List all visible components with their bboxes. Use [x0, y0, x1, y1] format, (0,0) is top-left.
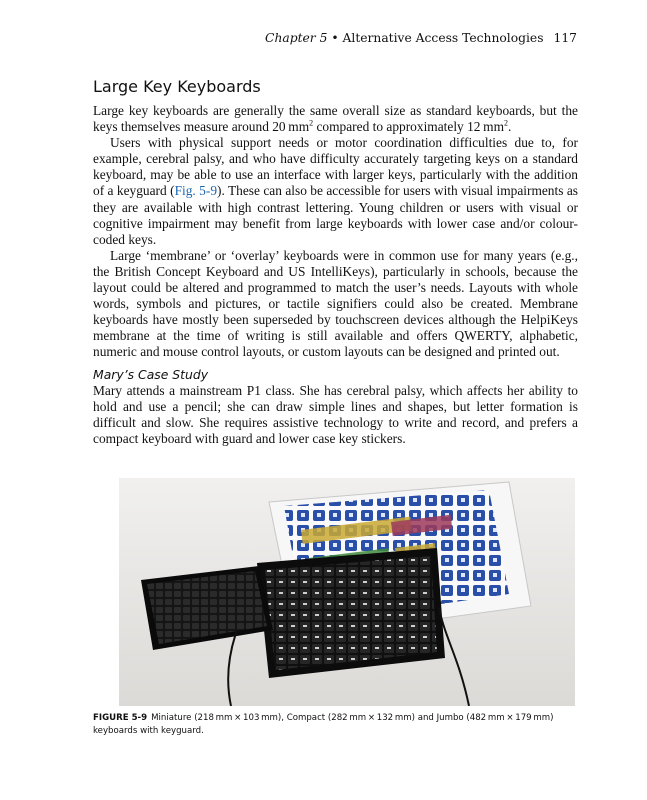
case-study-heading: Mary’s Case Study [93, 367, 209, 382]
paragraph-2-text-b: ). These can also be accessible for users with visual impairments as they are available with high contrast lettering. Young children or users with visual or cognitive impairment may benefit from large keyboards with lower case and/or colour-coded keys. [93, 183, 578, 247]
running-head-separator: • [327, 31, 343, 45]
figure-reference-link[interactable]: Fig. 5-9 [174, 183, 218, 199]
figure-caption [93, 712, 573, 737]
paragraph-1-text-b: compared to approximately 12 mm [313, 119, 504, 135]
running-head-title: Alternative Access Technologies [342, 31, 544, 45]
keyboards-photo [119, 478, 575, 706]
page-number: 117 [553, 31, 577, 45]
section-body [93, 103, 578, 361]
case-study-paragraph: Mary attends a mainstream P1 class. She has cerebral palsy, which affects her ability to hold and use a pencil; she can draw simple lines and shapes, but letter formation is difficult and slow. She requires assistive technology to write and record, and prefers a compact keyboard with guard and lower case key stickers. [93, 383, 578, 447]
superscript-2: 2 [503, 118, 508, 128]
compact-keyboard [257, 548, 445, 678]
paragraph-1-text-c: . [507, 119, 512, 135]
paragraph-1 [93, 103, 578, 135]
section-heading: Large Key Keyboards [93, 77, 261, 96]
figure-caption-text: Miniature (218 mm × 103 mm), Compact (282 mm × 132 mm) and Jumbo (482 mm × 179 mm) keyboards with keyguard. [93, 713, 554, 736]
paragraph-3: Large ‘membrane’ or ‘overlay’ keyboards were in common use for many years (e.g., the British Concept Keyboard and US IntelliKeys), particularly in schools, because the layout could be altered and programmed to match the user’s needs. Layouts with whole words, symbols and pictures, or tactile signifiers could also be created. Membrane keyboards have mostly been superseded by touchscreen devices although the HelpiKeys membrane at the time of writing is still available and offers QWERTY, alphabetic, numeric and mouse control layouts, or custom layouts can be designed and printed out. [93, 247, 578, 360]
superscript-2: 2 [309, 118, 314, 128]
paragraph-2-text-a: Users with physical support needs or motor coordination difficulties due to, for example, cerebral palsy, and who have difficulty accurately targeting keys on a standard keyboard, may be able to use an interface with larger keys, particularly with the addition of a keyguard ( [93, 135, 578, 199]
running-head-chapter: Chapter 5 [265, 31, 328, 45]
paragraph-2 [93, 135, 578, 248]
paragraph-1-text-a: Large key keyboards are generally the same overall size as standard keyboards, but the keys themselves measure around 20 mm [93, 103, 578, 135]
running-head [265, 31, 577, 45]
keyboards-illustration [119, 478, 575, 706]
figure-label: FIGURE 5-9 [93, 713, 148, 723]
case-study-body [93, 383, 578, 447]
